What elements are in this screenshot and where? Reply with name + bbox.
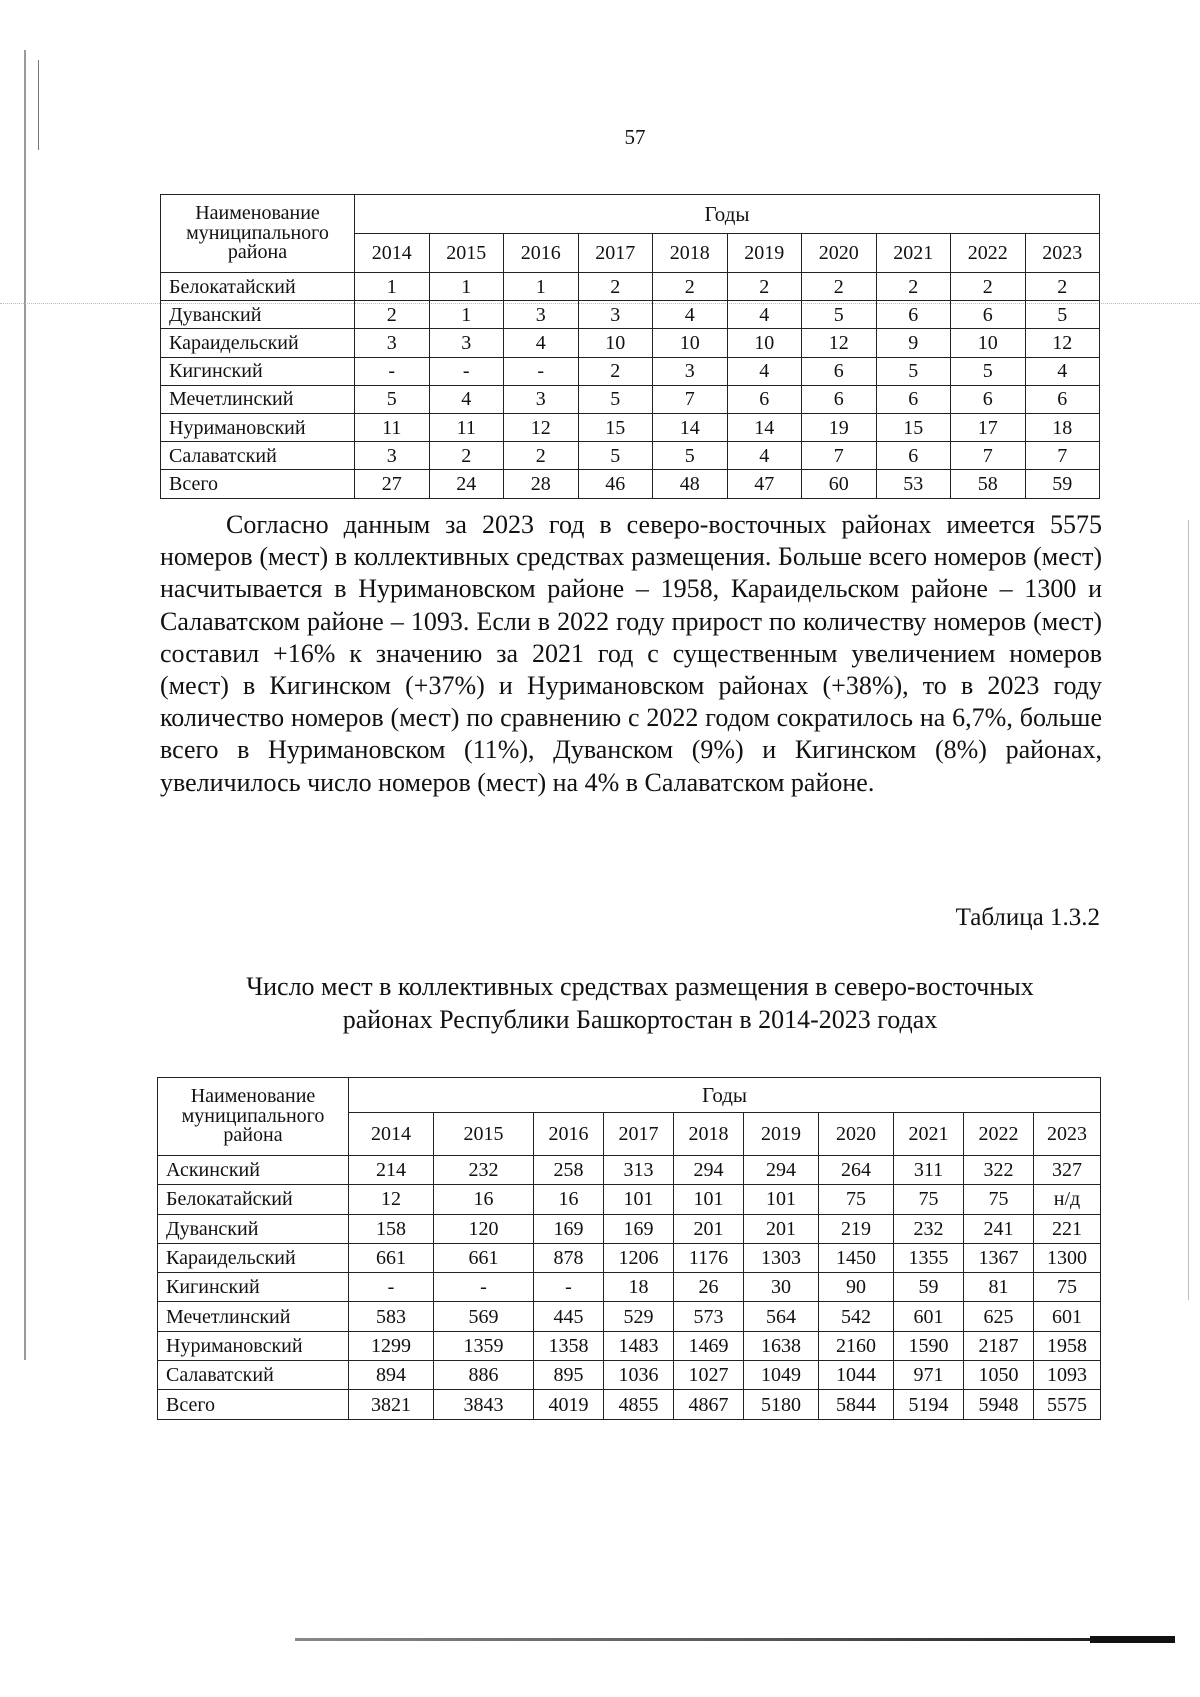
value-cell: 5 bbox=[355, 385, 430, 413]
value-cell: 2 bbox=[504, 442, 579, 470]
value-cell: 75 bbox=[964, 1185, 1034, 1214]
value-cell: 445 bbox=[534, 1302, 604, 1331]
value-cell: - bbox=[504, 357, 579, 385]
district-name-cell: Нуримановский bbox=[158, 1331, 349, 1360]
value-cell: 27 bbox=[355, 470, 430, 498]
year-header-cell: 2018 bbox=[653, 234, 728, 273]
value-cell: 201 bbox=[674, 1214, 744, 1243]
year-header-cell: 2019 bbox=[744, 1113, 819, 1156]
district-name-cell: Дуванский bbox=[161, 301, 355, 329]
value-cell: 7 bbox=[951, 442, 1026, 470]
table-row bbox=[161, 442, 1100, 470]
value-cell: 169 bbox=[604, 1214, 674, 1243]
year-header-cell: 2016 bbox=[534, 1113, 604, 1156]
value-cell: 5 bbox=[578, 385, 653, 413]
year-header-cell: 2023 bbox=[1034, 1113, 1101, 1156]
table-row bbox=[161, 273, 1100, 301]
table-row bbox=[158, 1273, 1101, 1302]
value-cell: 4 bbox=[429, 385, 504, 413]
value-cell: 1958 bbox=[1034, 1331, 1101, 1360]
value-cell: 10 bbox=[727, 329, 802, 357]
scan-bottom-rule bbox=[1090, 1636, 1175, 1643]
year-header-cell: 2022 bbox=[964, 1113, 1034, 1156]
value-cell: 6 bbox=[1025, 385, 1100, 413]
value-cell: 294 bbox=[744, 1156, 819, 1185]
value-cell: 625 bbox=[964, 1302, 1034, 1331]
district-name-cell: Белокатайский bbox=[161, 273, 355, 301]
value-cell: 583 bbox=[349, 1302, 434, 1331]
district-name-cell: Всего bbox=[158, 1390, 349, 1419]
year-header-cell: 2015 bbox=[434, 1113, 534, 1156]
value-cell: 4019 bbox=[534, 1390, 604, 1419]
year-header-cell: 2022 bbox=[951, 234, 1026, 273]
scan-edge-line bbox=[1188, 520, 1189, 1300]
table-title-line-1: Число мест в коллективных средствах размещения в северо-восточных bbox=[246, 972, 1034, 1001]
year-header-cell: 2021 bbox=[876, 234, 951, 273]
value-cell: 75 bbox=[1034, 1273, 1101, 1302]
value-cell: 4 bbox=[504, 329, 579, 357]
value-cell: 3 bbox=[355, 442, 430, 470]
value-cell: 1027 bbox=[674, 1361, 744, 1390]
value-cell: 1367 bbox=[964, 1243, 1034, 1272]
value-cell: 201 bbox=[744, 1214, 819, 1243]
value-cell: 19 bbox=[802, 413, 877, 441]
value-cell: 3 bbox=[578, 301, 653, 329]
value-cell: 75 bbox=[819, 1185, 894, 1214]
district-name-cell: Салаватский bbox=[158, 1361, 349, 1390]
value-cell: 47 bbox=[727, 470, 802, 498]
value-cell: 2 bbox=[429, 442, 504, 470]
value-cell: 30 bbox=[744, 1273, 819, 1302]
value-cell: 14 bbox=[653, 413, 728, 441]
value-cell: 5 bbox=[802, 301, 877, 329]
value-cell: 4 bbox=[727, 442, 802, 470]
table-row bbox=[158, 1302, 1101, 1331]
value-cell: 895 bbox=[534, 1361, 604, 1390]
table-body bbox=[158, 1156, 1101, 1420]
value-cell: 214 bbox=[349, 1156, 434, 1185]
value-cell: 1036 bbox=[604, 1361, 674, 1390]
value-cell: 75 bbox=[894, 1185, 964, 1214]
value-cell: 2 bbox=[951, 273, 1026, 301]
district-name-cell: Кигинский bbox=[158, 1273, 349, 1302]
value-cell: 6 bbox=[951, 385, 1026, 413]
table-body bbox=[161, 273, 1100, 499]
value-cell: 4 bbox=[727, 301, 802, 329]
value-cell: 7 bbox=[1025, 442, 1100, 470]
value-cell: 1638 bbox=[744, 1331, 819, 1360]
year-header-cell: 2014 bbox=[355, 234, 430, 273]
value-cell: 894 bbox=[349, 1361, 434, 1390]
value-cell: 81 bbox=[964, 1273, 1034, 1302]
value-cell: 6 bbox=[876, 301, 951, 329]
value-cell: 5 bbox=[1025, 301, 1100, 329]
table-row bbox=[158, 1361, 1101, 1390]
value-cell: 26 bbox=[674, 1273, 744, 1302]
value-cell: 6 bbox=[876, 442, 951, 470]
value-cell: 1355 bbox=[894, 1243, 964, 1272]
value-cell: 10 bbox=[951, 329, 1026, 357]
value-cell: 2 bbox=[578, 273, 653, 301]
table-row bbox=[161, 301, 1100, 329]
value-cell: 1049 bbox=[744, 1361, 819, 1390]
value-cell: 15 bbox=[876, 413, 951, 441]
value-cell: 2 bbox=[727, 273, 802, 301]
value-cell: - bbox=[349, 1273, 434, 1302]
value-cell: 1 bbox=[355, 273, 430, 301]
district-name-cell: Дуванский bbox=[158, 1214, 349, 1243]
value-cell: - bbox=[429, 357, 504, 385]
district-name-cell: Салаватский bbox=[161, 442, 355, 470]
value-cell: 313 bbox=[604, 1156, 674, 1185]
value-cell: 6 bbox=[951, 301, 1026, 329]
value-cell: 58 bbox=[951, 470, 1026, 498]
district-name-cell: Аскинский bbox=[158, 1156, 349, 1185]
value-cell: 294 bbox=[674, 1156, 744, 1185]
scan-bottom-rule bbox=[295, 1638, 1175, 1641]
table-number: Таблица 1.3.2 bbox=[955, 904, 1100, 931]
value-cell: 1590 bbox=[894, 1331, 964, 1360]
value-cell: 542 bbox=[819, 1302, 894, 1331]
value-cell: 661 bbox=[349, 1243, 434, 1272]
value-cell: 2 bbox=[578, 357, 653, 385]
value-cell: 6 bbox=[802, 357, 877, 385]
value-cell: - bbox=[534, 1273, 604, 1302]
value-cell: 7 bbox=[653, 385, 728, 413]
district-name-cell: Белокатайский bbox=[158, 1185, 349, 1214]
value-cell: 5180 bbox=[744, 1390, 819, 1419]
value-cell: 1176 bbox=[674, 1243, 744, 1272]
value-cell: 6 bbox=[802, 385, 877, 413]
value-cell: 3821 bbox=[349, 1390, 434, 1419]
value-cell: 48 bbox=[653, 470, 728, 498]
table-row bbox=[158, 1156, 1101, 1185]
table-row bbox=[161, 413, 1100, 441]
value-cell: 4 bbox=[653, 301, 728, 329]
scan-edge-line bbox=[24, 50, 26, 1360]
value-cell: 5 bbox=[876, 357, 951, 385]
table-row bbox=[158, 1390, 1101, 1419]
value-cell: 2187 bbox=[964, 1331, 1034, 1360]
column-header-district: Наименование муниципального района bbox=[161, 195, 355, 273]
value-cell: 53 bbox=[876, 470, 951, 498]
value-cell: 4 bbox=[727, 357, 802, 385]
body-paragraph: Согласно данным за 2023 год в северо-восточных районах имеется 5575 номеров (мест) в коллективных средствах размещения. Больше всего номеров (мест) насчитывается в Нуримановском районе – 1958, Караидельском районе – 1300 и Салаватском районе – 1093. Если в 2022 году прирост по количеству номеров (мест) составил +16% к значению за 2021 год с существенным увеличением номеров (мест) в Кигинском (+37%) и Нуримановском районах (+38%), то в 2023 году количество номеров (мест) по сравнению с 2022 годом сократилось на 6,7%, больше всего в Нуримановском (11%), Дуванском (9%) и Кигинском (8%) районах, увеличилось число номеров (мест) на 4% в Салаватском районе. bbox=[160, 510, 1102, 797]
value-cell: 3 bbox=[653, 357, 728, 385]
district-name-cell: Мечетлинский bbox=[158, 1302, 349, 1331]
value-cell: 878 bbox=[534, 1243, 604, 1272]
value-cell: 232 bbox=[894, 1214, 964, 1243]
value-cell: 12 bbox=[1025, 329, 1100, 357]
column-header-district: Наименование муниципального района bbox=[158, 1078, 349, 1156]
value-cell: 1483 bbox=[604, 1331, 674, 1360]
year-header-cell: 2021 bbox=[894, 1113, 964, 1156]
district-name-cell: Караидельский bbox=[161, 329, 355, 357]
value-cell: 219 bbox=[819, 1214, 894, 1243]
column-header-years: Годы bbox=[349, 1078, 1101, 1113]
value-cell: 15 bbox=[578, 413, 653, 441]
table-row bbox=[158, 1185, 1101, 1214]
value-cell: 322 bbox=[964, 1156, 1034, 1185]
table-row bbox=[161, 357, 1100, 385]
value-cell: 59 bbox=[1025, 470, 1100, 498]
value-cell: 221 bbox=[1034, 1214, 1101, 1243]
value-cell: 17 bbox=[951, 413, 1026, 441]
value-cell: 16 bbox=[434, 1185, 534, 1214]
table-row bbox=[158, 1243, 1101, 1272]
value-cell: 12 bbox=[802, 329, 877, 357]
value-cell: 3 bbox=[429, 329, 504, 357]
value-cell: 258 bbox=[534, 1156, 604, 1185]
year-header-cell: 2016 bbox=[504, 234, 579, 273]
value-cell: 241 bbox=[964, 1214, 1034, 1243]
value-cell: 5948 bbox=[964, 1390, 1034, 1419]
value-cell: 6 bbox=[727, 385, 802, 413]
table-2 bbox=[157, 1077, 1101, 1420]
value-cell: 2 bbox=[876, 273, 951, 301]
year-header-cell: 2020 bbox=[802, 234, 877, 273]
value-cell: 232 bbox=[434, 1156, 534, 1185]
value-cell: 4867 bbox=[674, 1390, 744, 1419]
value-cell: 1358 bbox=[534, 1331, 604, 1360]
value-cell: 5844 bbox=[819, 1390, 894, 1419]
district-name-cell: Нуримановский bbox=[161, 413, 355, 441]
value-cell: 2 bbox=[802, 273, 877, 301]
value-cell: 5575 bbox=[1034, 1390, 1101, 1419]
value-cell: 4 bbox=[1025, 357, 1100, 385]
value-cell: 10 bbox=[578, 329, 653, 357]
value-cell: 101 bbox=[604, 1185, 674, 1214]
year-header-cell: 2015 bbox=[429, 234, 504, 273]
table-1 bbox=[160, 194, 1100, 499]
page-number: 57 bbox=[624, 125, 646, 149]
year-header-cell: 2019 bbox=[727, 234, 802, 273]
value-cell: 1050 bbox=[964, 1361, 1034, 1390]
value-cell: - bbox=[355, 357, 430, 385]
table-row bbox=[158, 1331, 1101, 1360]
value-cell: 6 bbox=[876, 385, 951, 413]
value-cell: 11 bbox=[355, 413, 430, 441]
value-cell: 1300 bbox=[1034, 1243, 1101, 1272]
value-cell: 90 bbox=[819, 1273, 894, 1302]
value-cell: н/д bbox=[1034, 1185, 1101, 1214]
value-cell: 2 bbox=[1025, 273, 1100, 301]
value-cell: 569 bbox=[434, 1302, 534, 1331]
value-cell: 18 bbox=[604, 1273, 674, 1302]
value-cell: 601 bbox=[1034, 1302, 1101, 1331]
value-cell: 1 bbox=[429, 301, 504, 329]
value-cell: 2 bbox=[355, 301, 430, 329]
value-cell: 1093 bbox=[1034, 1361, 1101, 1390]
value-cell: 2 bbox=[653, 273, 728, 301]
value-cell: 971 bbox=[894, 1361, 964, 1390]
year-header-cell: 2014 bbox=[349, 1113, 434, 1156]
value-cell: 5 bbox=[951, 357, 1026, 385]
value-cell: 2160 bbox=[819, 1331, 894, 1360]
value-cell: 5 bbox=[653, 442, 728, 470]
value-cell: 12 bbox=[349, 1185, 434, 1214]
value-cell: 601 bbox=[894, 1302, 964, 1331]
value-cell: 1469 bbox=[674, 1331, 744, 1360]
value-cell: 573 bbox=[674, 1302, 744, 1331]
table-title-line-2: районах Республики Башкортостан в 2014-2023 годах bbox=[342, 1005, 938, 1034]
value-cell: 311 bbox=[894, 1156, 964, 1185]
table-row bbox=[161, 385, 1100, 413]
value-cell: 11 bbox=[429, 413, 504, 441]
value-cell: 28 bbox=[504, 470, 579, 498]
value-cell: 14 bbox=[727, 413, 802, 441]
value-cell: 264 bbox=[819, 1156, 894, 1185]
value-cell: 101 bbox=[744, 1185, 819, 1214]
year-header-cell: 2018 bbox=[674, 1113, 744, 1156]
value-cell: 1206 bbox=[604, 1243, 674, 1272]
value-cell: 7 bbox=[802, 442, 877, 470]
value-cell: 3 bbox=[504, 301, 579, 329]
value-cell: 24 bbox=[429, 470, 504, 498]
year-header-cell: 2017 bbox=[578, 234, 653, 273]
table-row bbox=[158, 1214, 1101, 1243]
value-cell: 120 bbox=[434, 1214, 534, 1243]
value-cell: 327 bbox=[1034, 1156, 1101, 1185]
value-cell: 5194 bbox=[894, 1390, 964, 1419]
value-cell: 1299 bbox=[349, 1331, 434, 1360]
value-cell: 1303 bbox=[744, 1243, 819, 1272]
district-name-cell: Караидельский bbox=[158, 1243, 349, 1272]
value-cell: 16 bbox=[534, 1185, 604, 1214]
value-cell: - bbox=[434, 1273, 534, 1302]
table-title bbox=[100, 970, 1180, 1036]
value-cell: 18 bbox=[1025, 413, 1100, 441]
value-cell: 9 bbox=[876, 329, 951, 357]
value-cell: 158 bbox=[349, 1214, 434, 1243]
value-cell: 4855 bbox=[604, 1390, 674, 1419]
value-cell: 59 bbox=[894, 1273, 964, 1302]
value-cell: 564 bbox=[744, 1302, 819, 1331]
district-name-cell: Всего bbox=[161, 470, 355, 498]
value-cell: 1044 bbox=[819, 1361, 894, 1390]
value-cell: 101 bbox=[674, 1185, 744, 1214]
district-name-cell: Мечетлинский bbox=[161, 385, 355, 413]
table-row bbox=[161, 329, 1100, 357]
year-header-cell: 2020 bbox=[819, 1113, 894, 1156]
value-cell: 12 bbox=[504, 413, 579, 441]
value-cell: 1450 bbox=[819, 1243, 894, 1272]
value-cell: 1359 bbox=[434, 1331, 534, 1360]
column-header-years: Годы bbox=[355, 195, 1100, 234]
value-cell: 46 bbox=[578, 470, 653, 498]
value-cell: 3843 bbox=[434, 1390, 534, 1419]
value-cell: 60 bbox=[802, 470, 877, 498]
year-header-cell: 2023 bbox=[1025, 234, 1100, 273]
value-cell: 1 bbox=[429, 273, 504, 301]
table-row bbox=[161, 470, 1100, 498]
value-cell: 5 bbox=[578, 442, 653, 470]
value-cell: 3 bbox=[355, 329, 430, 357]
value-cell: 169 bbox=[534, 1214, 604, 1243]
value-cell: 886 bbox=[434, 1361, 534, 1390]
district-name-cell: Кигинский bbox=[161, 357, 355, 385]
value-cell: 1 bbox=[504, 273, 579, 301]
value-cell: 3 bbox=[504, 385, 579, 413]
value-cell: 661 bbox=[434, 1243, 534, 1272]
year-header-cell: 2017 bbox=[604, 1113, 674, 1156]
value-cell: 529 bbox=[604, 1302, 674, 1331]
value-cell: 10 bbox=[653, 329, 728, 357]
